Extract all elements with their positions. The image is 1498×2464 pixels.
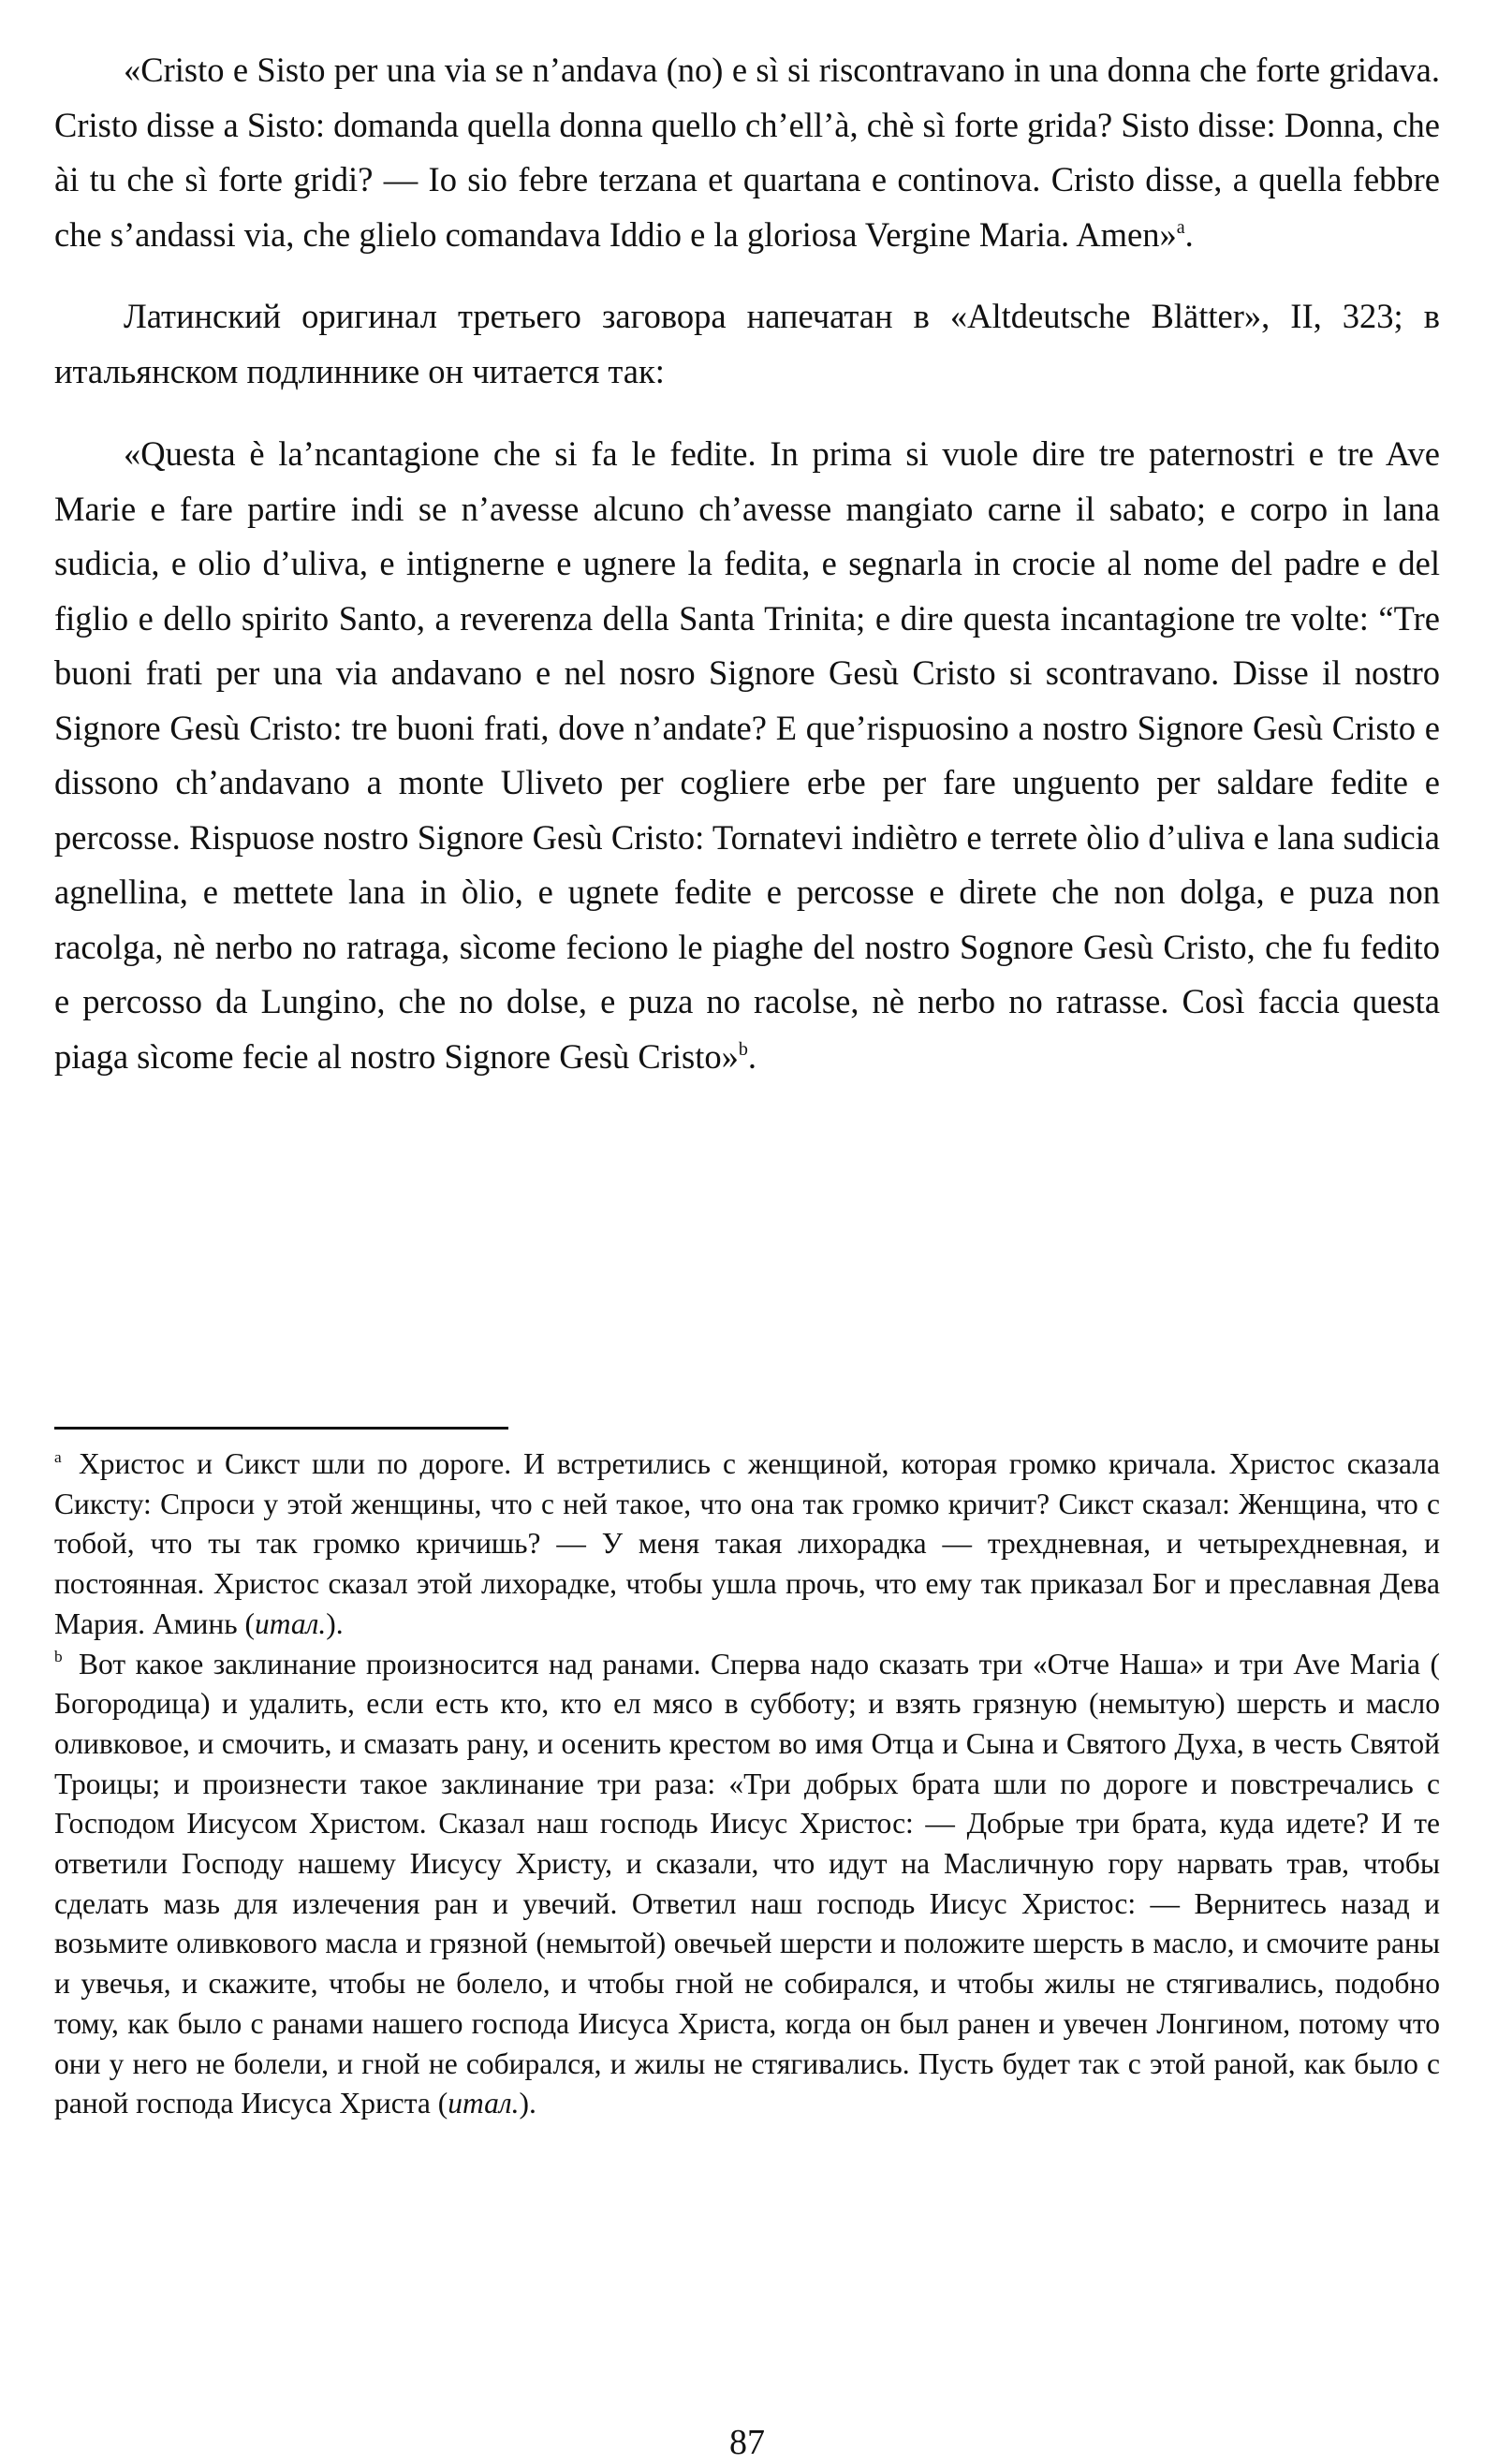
footnote-text: Христос и Сикст шли по дороге. И встретились с женщиной, которая громко кричала. Христос сказала Сиксту: Спроси у этой женщины, что с ней такое, что она так громко кричит? Сикст сказал: Женщина, что с тобой, что ты так громко кричишь? — У меня такая лихорадка — трехдневная, и четырехдневная, и постоянная. Христос сказал этой лихорадке, чтобы ушла прочь, что ему так приказал Бог и преславная Дева Мария. Аминь [54, 1447, 1440, 1640]
paragraph-text: «Cristo e Sisto per una via se n’andava (no) e sì si riscontravano in una donna che forte gridava. Cristo disse a Sisto: domanda quella donna quello ch’ell’à, chè sì forte grida? Sisto disse: Donna, che ài tu che sì forte gridi? — Io sio febre terzana et quartana e continova. Cristo disse, a quella febbre che s’andassi via, che glielo comandava Iddio e la gloriosa Vergine Maria. Amen» [54, 51, 1440, 254]
footnote-ref-b: b [738, 1038, 748, 1060]
italian-charm-2: «Questa è la’ncantagione che si fa le fedite. In prima si vuole dire tre paternostri e tre Ave Marie e fare partire indi se n’avesse alcuno ch’avesse mangiato carne il sabato; e corpo in lana sudicia, e olio d’uliva, e intignerne e ugnere la fedita, e segnarla in crocie al nome del padre e del figlio e dello spirito Santo, a reverenza della Santa Trinita; e dire questa incantagione tre volte: “Tre buoni frati per una via andavano e nel nosro Signore Gesù Cristo si scontravano. Disse il nostro Signore Gesù Cristo: tre buoni frati, dove n’andate? E que’rispuosino a nostro Signore Gesù Cristo e dissono ch’andavano a monte Uliveto per cogliere erbe per fare unguento per saldare fedite e percosse. Rispuose nostro Signore Gesù Cristo: Tornatevi indiètro e terrete òlio d’uliva e lana sudicia agnellina, e mettete lana in òlio, e ugnete fedite e percosse e direte che non dolga, e puza non racolga, nè nerbo no ratraga, sìcome feciono le piaghe del nostro Sognore Gesù Cristo, che fu fedito e percosso da Lungino, che no dolse, e puza no racolse, nè nerbo no ratrasse. Così faccia questa piaga sìcome fecie al nostro Signore Gesù Cristo»$^b$. [54, 434, 1440, 1076]
footnote-b: $^b$ Вот какое заклинание произносится над ранами. Сперва надо сказать три «Отче Наша» и три Ave Maria ( Богородица) и удалить, если есть кто, кто ел мясо в субботу; и взять грязную (немытую) шерсть и масло оливковое, и смочить, и смазать рану, и осенить крестом во имя Отца и Сына и Святого Духа, в честь Святой Троицы; и произнести такое заклинание три раза: «Три добрых брата шли по дороге и повстречались с Господом Иисусом Христом. Сказал наш господь Иисус Христос: — Добрые три брата, куда идете? И те ответили Господу нашему Иисусу Христу, и сказали, что идут на Масличную гору нарвать трав, чтобы сделать мазь для излечения ран и увечий. Ответил наш господь Иисус Христос: — Вернитесь назад и возьмите оливкового масла и грязной (немытой) овечьей шерсти и положите шерсть в масло, и смочите раны и увечья, и скажите, чтобы не болело, и чтобы гной не собирался, и чтобы жилы не стягивались, подобно тому, как было с ранами нашего господа Иисуса Христа, когда он был ранен и увечен Лонгином, потому что они у него не болели, и гной не собирался, и жилы не стягивались. Пусть будет так с этой раной, как было с раной господа Иисуса Христа (итал.). [54, 1647, 1440, 2120]
footnotes [54, 1445, 1440, 2124]
footnote-source: итал. [448, 2087, 520, 2120]
russian-intro-paragraph [54, 289, 1440, 399]
paragraph-text: Латинский оригинал третьего заговора напечатан в «Altdeutsche Blätter», II, 323; в итальянском подлиннике он читается так: [54, 297, 1440, 390]
footnote-text: Вот какое заклинание произносится над ранами. Сперва надо сказать три «Отче Наша» и три Ave Maria ( Богородица) и удалить, если есть кто, кто ел мясо в субботу; и взять грязную (немытую) шерсть и масло оливковое, и смочить, и смазать рану, и осенить крестом во имя Отца и Сына и Святого Духа, в честь Святой Троицы; и произнести такое заклинание три раза: «Три добрых брата шли по дороге и повстречались с Господом Иисусом Христом. Сказал наш господь Иисус Христос: — Добрые три брата, куда идете? И те ответили Господу нашему Иисусу Христу, и сказали, что идут на Масличную гору нарвать трав, чтобы сделать мазь для излечения ран и увечий. Ответил наш господь Иисус Христос: — Вернитесь назад и возьмите оливкового масла и грязной (немытой) овечьей шерсти и положите шерсть в масло, и смочите раны и увечья, и скажите, чтобы не болело, и чтобы гной не собирался, и чтобы жилы не стягивались, подобно тому, как было с ранами нашего господа Иисуса Христа, когда он был ранен и увечен Лонгином, потому что они у него не болели, и гной не собирался, и жилы не стягивались. Пусть будет так с этой раной, как было с раной господа Иисуса Христа [54, 1647, 1440, 2120]
footnote-source: итал. [254, 1606, 327, 1640]
page-number: 87 [729, 2423, 765, 2462]
italian-charm-1: «Cristo e Sisto per una via se n’andava (no) e sì si riscontravano in una donna che forte gridava. Cristo disse a Sisto: domanda quella donna quello ch’ell’à, chè sì forte grida? Sisto disse: Donna, che ài tu che sì forte gridi? — Io sio febre terzana et quartana e continova. Cristo disse, a quella febbre che s’andassi via, che glielo comandava Iddio e la gloriosa Vergine Maria. Amen»$^a$. [54, 51, 1440, 254]
footnote-separator [54, 1427, 508, 1430]
footnote-a: $^a$ Христос и Сикст шли по дороге. И встретились с женщиной, которая громко кричала. Христос сказала Сиксту: Спроси у этой женщины, что с ней такое, что она так громко кричит? Сикст сказал: Женщина, что с тобой, что ты так громко кричишь? — У меня такая лихорадка — трехдневная, и четырехдневная, и постоянная. Христос сказал этой лихорадке, чтобы ушла прочь, что ему так приказал Бог и преславная Дева Мария. Аминь (итал.). [54, 1447, 1440, 1640]
footnote-ref-a: a [1176, 216, 1185, 238]
paragraph-text: «Questa è la’ncantagione che si fa le fedite. In prima si vuole dire tre paternostri e tre Ave Marie e fare partire indi se n’avesse alcuno ch’avesse mangiato carne il sabato; e corpo in lana sudicia, e olio d’uliva, e intignerne e ugnere la fedita, e segnarla in crocie al nome del padre e del figlio e dello spirito Santo, a reverenza della Santa Trinita; e dire questa incantagione tre volte: “Tre buoni frati per una via andavano e nel nosro Signore Gesù Cristo si scontravano. Disse il nostro Signore Gesù Cristo: tre buoni frati, dove n’andate? E que’rispuosino a nostro Signore Gesù Cristo e dissono ch’andavano a monte Uliveto per cogliere erbe per fare unguento per saldare fedite e percosse. Rispuose nostro Signore Gesù Cristo: Tornatevi indiètro e terrete òlio d’uliva e lana sudicia agnellina, e mettete lana in òlio, e ugnete fedite e percosse e direte che non dolga, e puza non racolga, nè nerbo no ratraga, sìcome feciono le piaghe del nostro Sognore Gesù Cristo, che fu fedito e percosso da Lungino, che no dolse, e puza no racolse, nè nerbo no ratrasse. Così faccia questa piaga sìcome fecie al nostro Signore Gesù Cristo» [54, 434, 1440, 1076]
main-text [54, 43, 1440, 1084]
book-page [54, 43, 1440, 2462]
